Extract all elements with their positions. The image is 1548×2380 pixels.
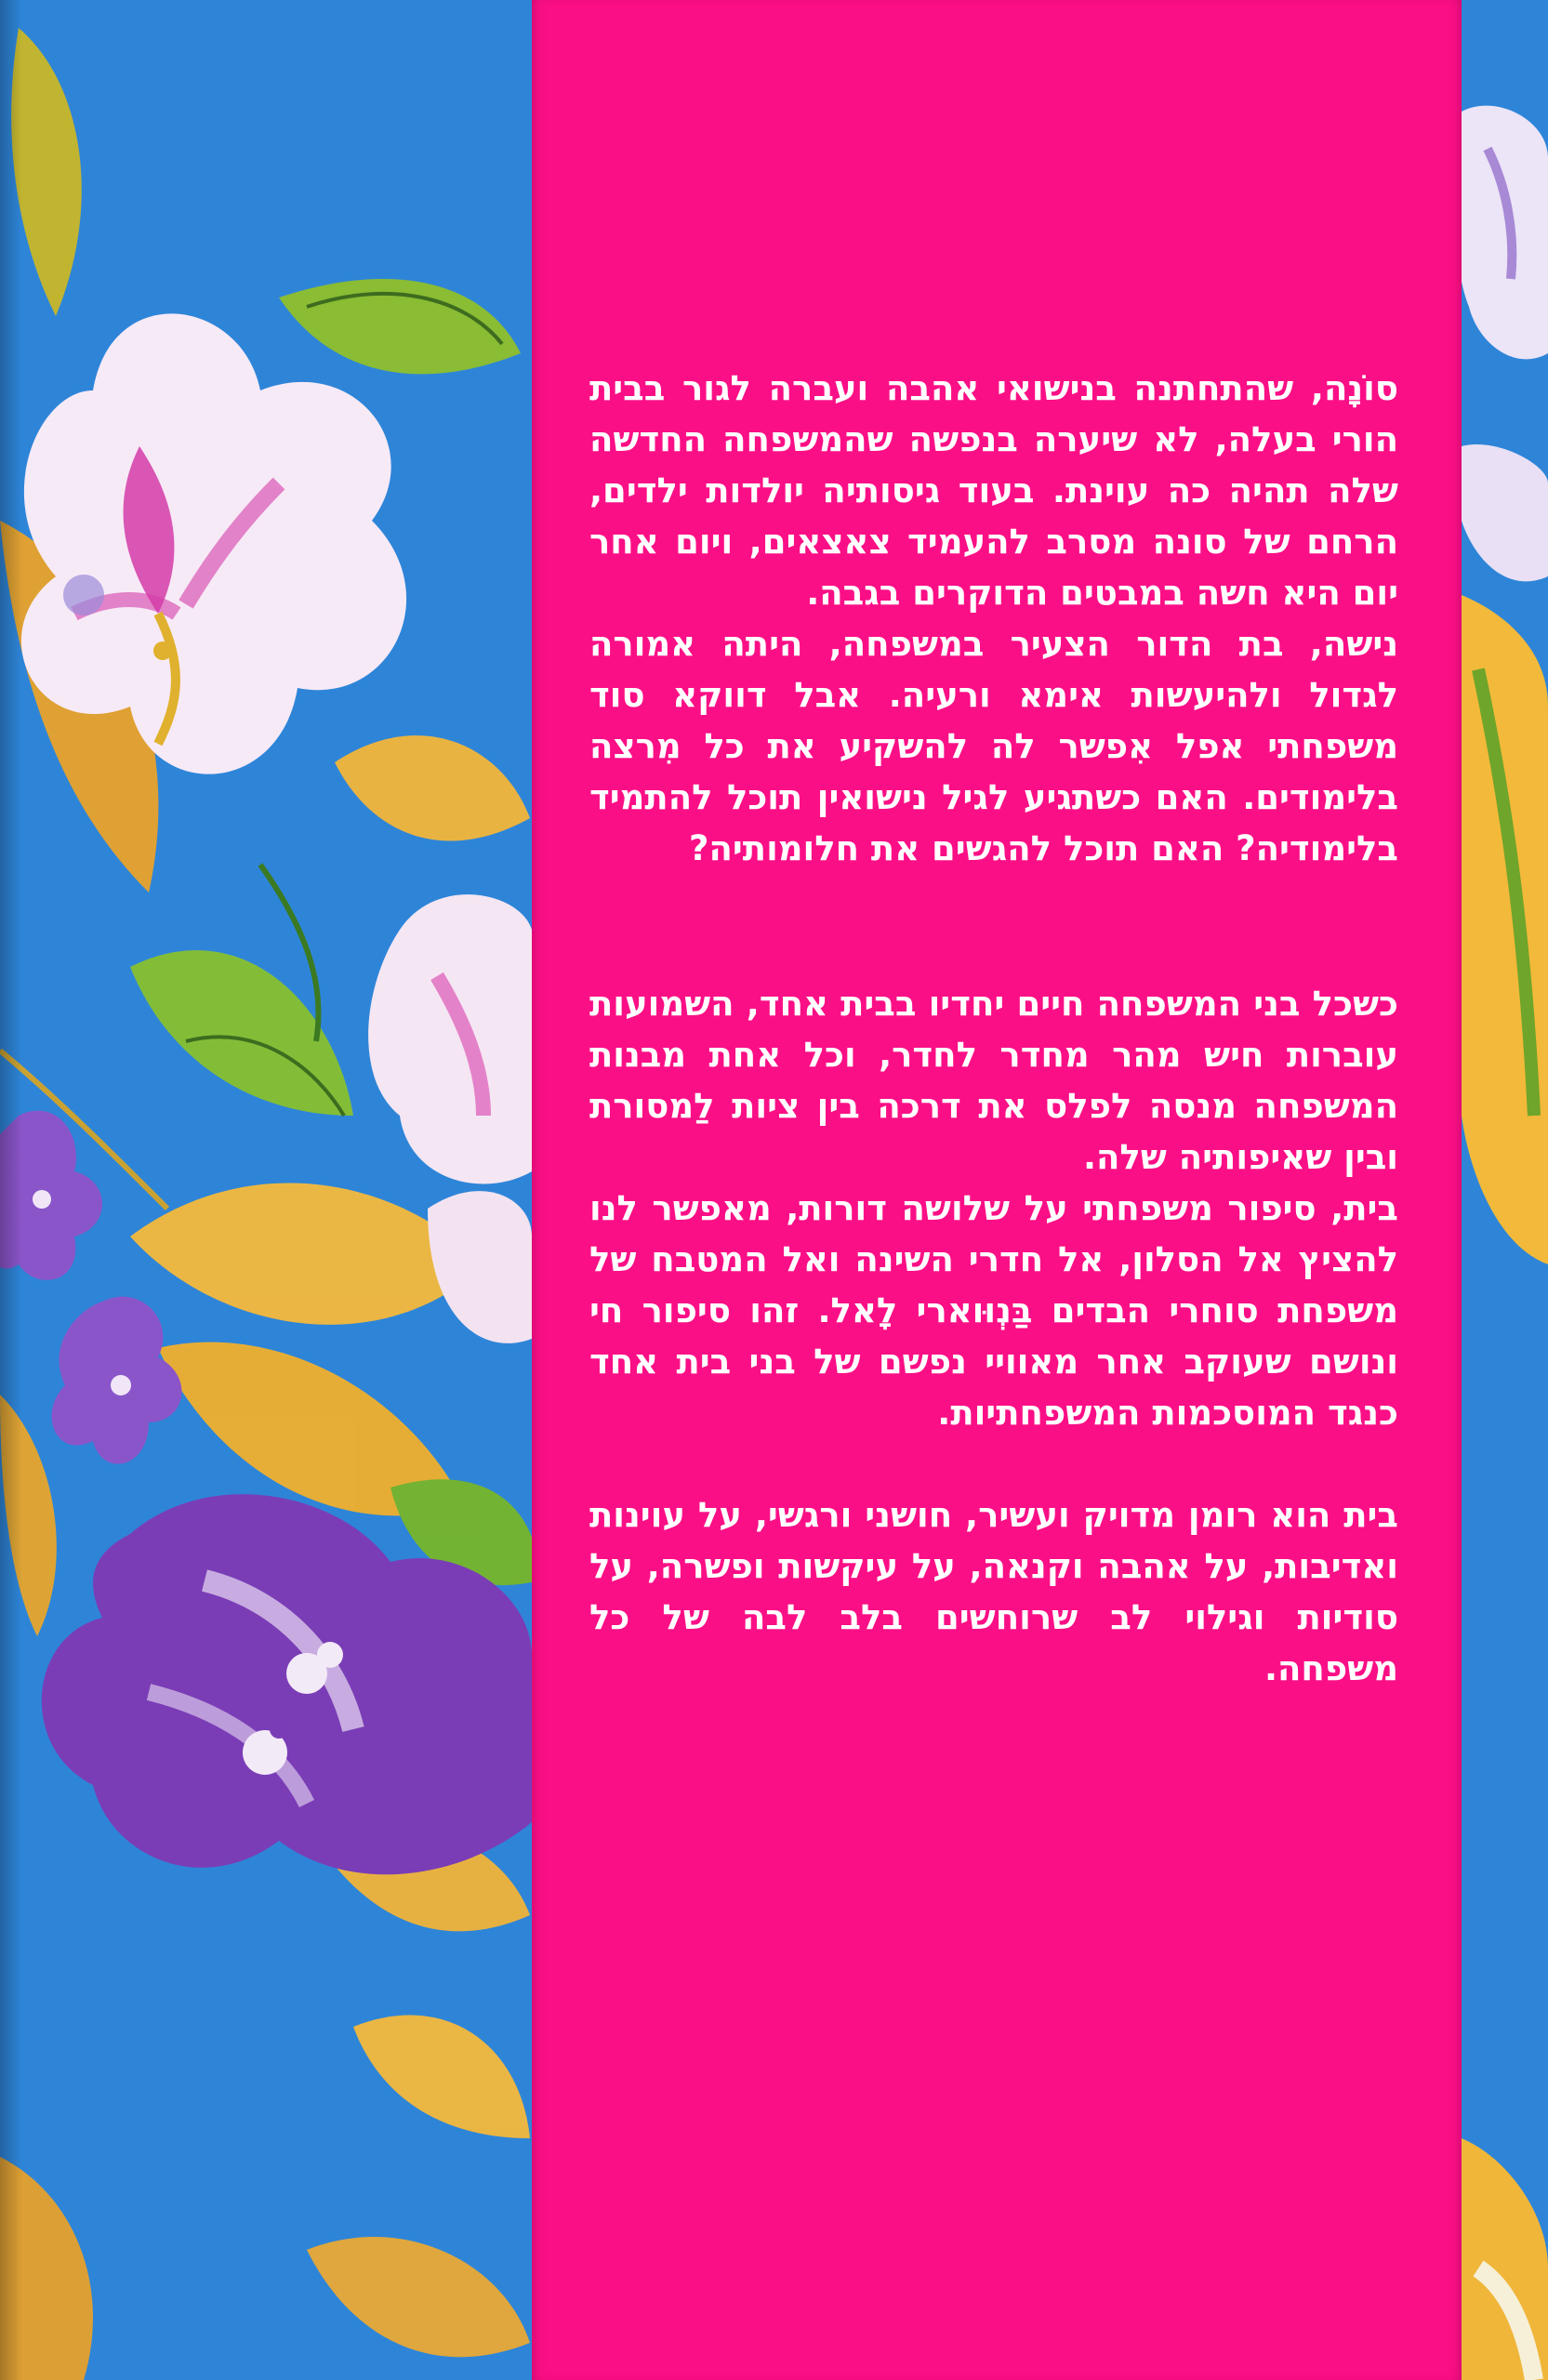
back-cover-blurb xyxy=(589,363,1398,1694)
blurb-paragraph-family: כשכל בני המשפחה חיים יחדיו בבית אחד, השמועות עוברות חיש מהר מחדר לחדר, וכל אחת מבנות המשפחה מנסה לפלס את דרכה בין ציות לַמסורת ובין שאיפותיה שלה. xyxy=(589,984,1398,1177)
blurb-paragraph-sona: סוֹנָה, שהתחתנה בנישואי אהבה ועברה לגור בבית הורי בעלה, לא שיערה בנפשה שהמשפחה החדשה שלה תהיה כה עוינת. בעוד גיסותיה יולדות ילדים, הרחם של סונה מסרב להעמיד צאצאים, ויום אחר יום היא חשה במבטים הדוקרים בגבה. xyxy=(589,368,1398,613)
blurb-paragraph-bayit: בית, סיפור משפחתי על שלושה דורות, מאפשר לנו להציץ אל הסלון, אל חדרי השינה ואל המטבח של משפחת סוחרי הבדים בַּנְוּוארי לָאל. זהו סיפור חי ונושם שעוקב אחר מאוויי נפשם של בני בית אחד כנגד המוסכמות המשפחתיות. xyxy=(589,1188,1398,1433)
spine-shadow xyxy=(0,0,22,2380)
paragraph-spacer xyxy=(589,874,1398,978)
blurb-paragraph-nisha: נישה, בת הדור הצעיר במשפחה, היתה אמורה לגדול ולהיעשות אימא ורעיה. אבל דווקא סוד משפחתי אפל אִפשר לה להשקיע את כל מִרצה בלימודים. האם כשתגיע לגיל נישואין תוכל להתמיד בלימודיה? האם תוכל להגשים את חלומותיה? xyxy=(589,624,1398,868)
paragraph-spacer xyxy=(589,1438,1398,1489)
blurb-paragraph-novel: בית הוא רומן מדויק ועשיר, חושני ורגשי, על עוינות ואדיבות, על אהבה וקנאה, על עיקשות ופשרה, על סודיות וגילוי לב שרוחשים בלב לבה של כל משפחה. xyxy=(589,1495,1398,1688)
